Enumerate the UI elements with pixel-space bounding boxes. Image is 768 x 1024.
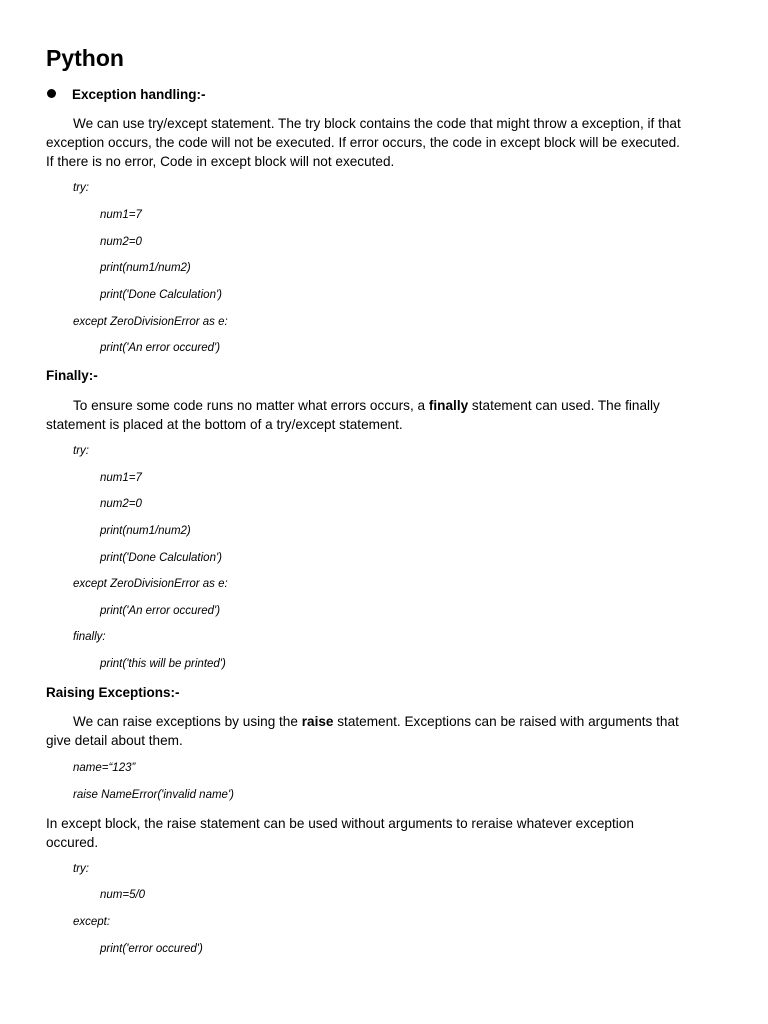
paragraph-line: In except block, the raise statement can be used without arguments to reraise whatever exception [46, 816, 634, 831]
paragraph-text: We can raise exceptions by using the [73, 714, 302, 729]
code-line: except ZeroDivisionError as e: [73, 578, 228, 590]
code-line: print(num1/num2) [100, 525, 191, 537]
bullet-icon [47, 89, 56, 98]
paragraph-line: exception occurs, the code will not be executed. If error occurs, the code in except block will be executed. [46, 135, 680, 151]
code-line: finally: [73, 631, 106, 643]
paragraph-try-except [46, 114, 726, 172]
page-title: Python [46, 45, 124, 71]
code-line: try: [73, 182, 89, 194]
paragraph-line: statement is placed at the bottom of a try/except statement. [46, 417, 403, 433]
code-line: num2=0 [100, 236, 142, 248]
keyword-finally: finally [428, 398, 469, 413]
section-heading-raising-exceptions: Raising Exceptions:- [46, 685, 180, 700]
code-line: print(num1/num2) [100, 262, 191, 274]
paragraph-finally [46, 396, 726, 434]
code-line: except ZeroDivisionError as e: [73, 316, 228, 328]
code-line: num2=0 [100, 498, 142, 510]
paragraph-line: occured. [46, 835, 99, 851]
bullet-heading-exception-handling [47, 86, 206, 104]
section-heading-finally: Finally:- [46, 368, 98, 383]
keyword-raise: raise [301, 714, 334, 729]
paragraph-reraise [46, 814, 726, 852]
paragraph-text: statement can used. The finally [468, 398, 660, 413]
code-line: print('Done Calculation') [100, 289, 223, 301]
code-line: print('Done Calculation') [100, 552, 223, 564]
code-line: print('error occured') [100, 943, 203, 955]
paragraph-raise [46, 712, 726, 750]
code-line: num1=7 [100, 209, 142, 221]
code-line: try: [73, 445, 89, 457]
code-line: print('An error occured') [100, 342, 221, 354]
paragraph-line: We can use try/except statement. The try block contains the code that might throw a exception, if that [73, 116, 681, 131]
code-line: num=5/0 [100, 889, 146, 901]
paragraph-line: If there is no error, Code in except block will not executed. [46, 154, 395, 170]
paragraph-text: To ensure some code runs no matter what errors occurs, a [73, 398, 429, 413]
code-line: print('An error occured') [100, 605, 221, 617]
code-line: except: [73, 916, 111, 928]
paragraph-line: give detail about them. [46, 733, 183, 749]
section-heading: Exception handling:- [72, 87, 206, 102]
code-line: num1=7 [100, 472, 142, 484]
paragraph-text: statement. Exceptions can be raised with arguments that [333, 714, 679, 729]
code-line: name=“123” [73, 762, 136, 774]
code-line: try: [73, 863, 89, 875]
code-line: print('this will be printed') [100, 658, 226, 670]
code-line: raise NameError('invalid name') [73, 789, 234, 801]
